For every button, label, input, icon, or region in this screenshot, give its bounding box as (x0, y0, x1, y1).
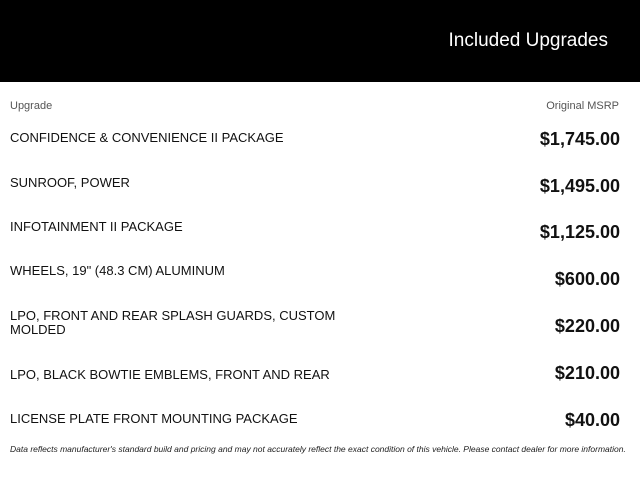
upgrade-name: INFOTAINMENT II PACKAGE (10, 219, 183, 234)
header-banner (0, 0, 640, 82)
disclaimer-text: Data reflects manufacturer's standard build and pricing and may not accurately reflect the exact condition of this vehicle. Please contact dealer for more information. (10, 444, 626, 454)
upgrade-price: $210.00 (554, 363, 620, 383)
upgrade-price: $1,495.00 (539, 176, 620, 196)
upgrade-name: CONFIDENCE & CONVENIENCE II PACKAGE (10, 130, 284, 145)
upgrade-name: LPO, BLACK BOWTIE EMBLEMS, FRONT AND REAR (10, 367, 330, 382)
upgrade-price: $1,125.00 (539, 222, 620, 242)
column-header-msrp: Original MSRP (546, 100, 619, 112)
upgrade-name: LPO, FRONT AND REAR SPLASH GUARDS, CUSTOM MOLDED (10, 308, 336, 337)
column-header-upgrade: Upgrade (10, 100, 53, 112)
upgrade-name: LICENSE PLATE FRONT MOUNTING PACKAGE (10, 411, 298, 426)
page-title: Included Upgrades (448, 30, 608, 51)
upgrade-price: $40.00 (564, 410, 620, 430)
upgrade-price: $600.00 (554, 269, 620, 289)
upgrade-name: WHEELS, 19" (48.3 CM) ALUMINUM (10, 263, 225, 278)
upgrade-price: $220.00 (554, 316, 620, 336)
upgrade-name: SUNROOF, POWER (10, 175, 130, 190)
upgrade-price: $1,745.00 (539, 129, 620, 149)
